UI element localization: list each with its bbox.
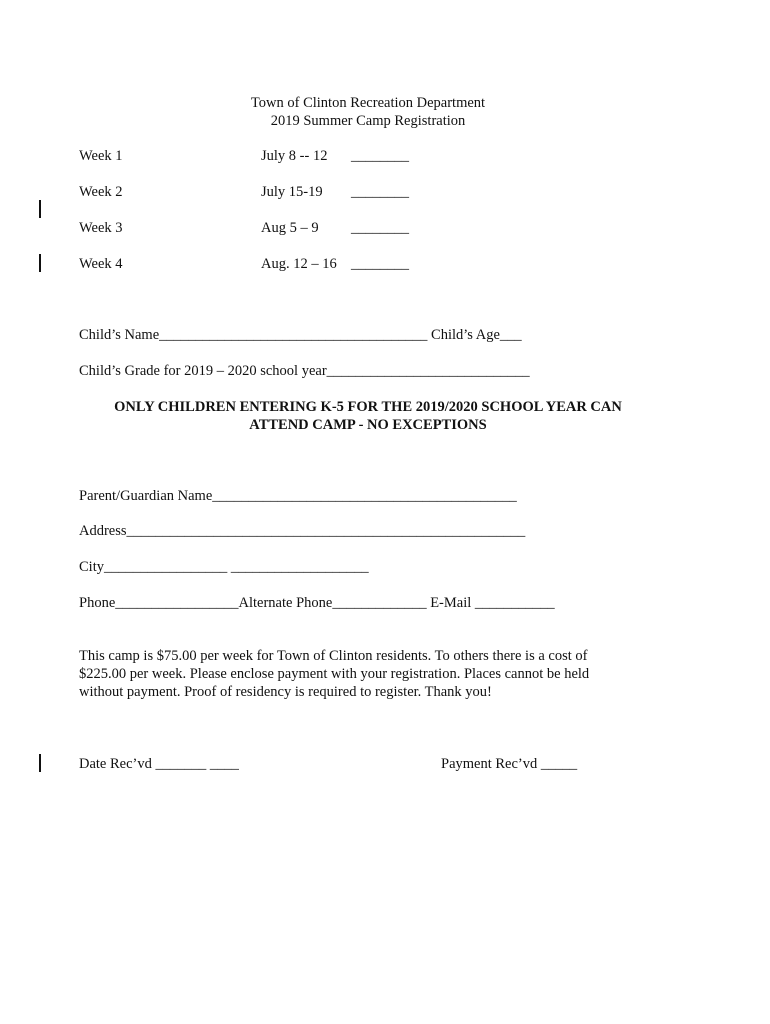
week-2-label: Week 2 [79,184,123,200]
revision-bar [39,254,41,272]
eligibility-notice-line2: ATTEND CAMP - NO EXCEPTIONS [249,417,487,433]
week-2-blank[interactable]: ________ [351,184,409,200]
form-subtitle: 2019 Summer Camp Registration [270,113,466,129]
fee-text-line1: This camp is $75.00 per week for Town of Clinton residents. To others there is a cost of [79,648,588,664]
fee-text-line2: $225.00 per week. Please enclose payment with your registration. Places cannot be held [79,666,590,682]
week-4-label: Week 4 [79,256,123,272]
week-1-label: Week 1 [79,148,123,164]
week-2-dates: July 15-19 [261,184,323,200]
form-title: Town of Clinton Recreation Department [250,95,486,111]
address-field[interactable]: Address_______________________________________________________ [79,523,526,539]
week-1-dates: July 8 -- 12 [261,148,328,164]
payment-received-field[interactable]: Payment Rec’vd _____ [441,756,578,772]
week-3-label: Week 3 [79,220,123,236]
revision-bar [39,754,41,772]
week-3-blank[interactable]: ________ [351,220,409,236]
child-name-age-field[interactable]: Child’s Name_____________________________________ Child’s Age___ [79,327,522,343]
date-received-field[interactable]: Date Rec’vd _______ ____ [79,756,239,772]
phone-email-field[interactable]: Phone_________________Alternate Phone_____________ E-Mail ___________ [79,595,555,611]
parent-name-field[interactable]: Parent/Guardian Name__________________________________________ [79,488,517,504]
city-field[interactable]: City_________________ ___________________ [79,559,369,575]
week-4-blank[interactable]: ________ [351,256,409,272]
week-3-dates: Aug 5 – 9 [261,220,319,236]
week-4-dates: Aug. 12 – 16 [261,256,337,272]
fee-text-line3: without payment. Proof of residency is required to register. Thank you! [79,684,492,700]
child-grade-field[interactable]: Child’s Grade for 2019 – 2020 school year____________________________ [79,363,530,379]
eligibility-notice-line1: ONLY CHILDREN ENTERING K-5 FOR THE 2019/2020 SCHOOL YEAR CAN [114,399,622,415]
week-1-blank[interactable]: ________ [351,148,409,164]
revision-bar [39,200,41,218]
